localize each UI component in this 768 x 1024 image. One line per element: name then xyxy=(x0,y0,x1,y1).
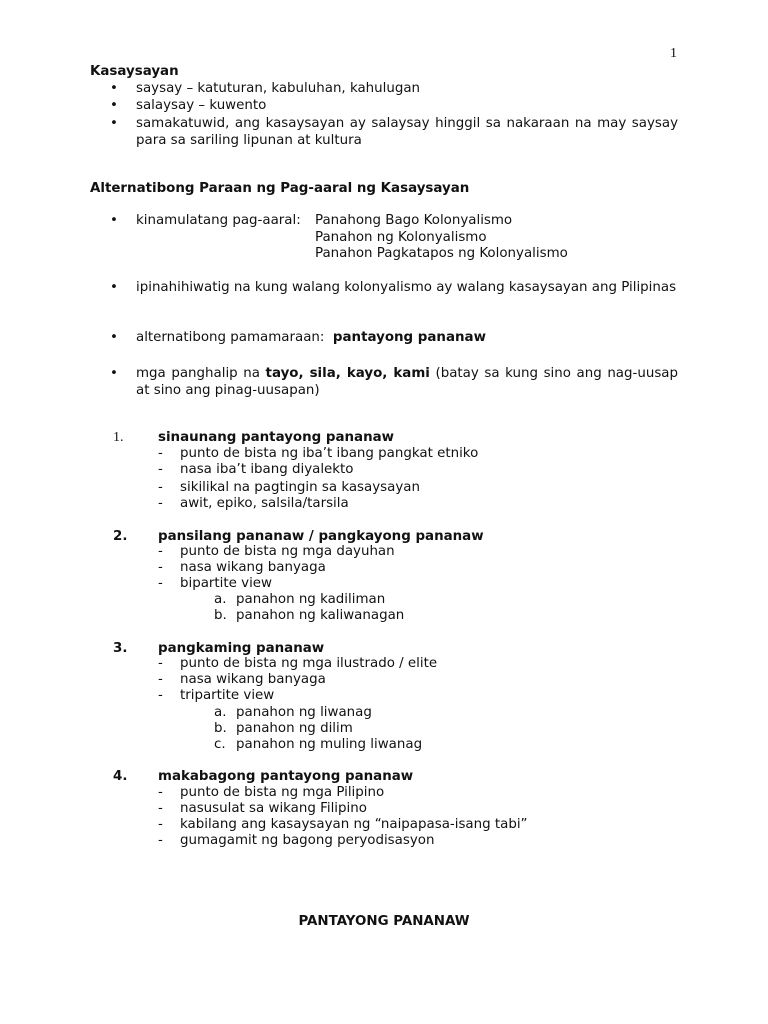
dash-icon: - xyxy=(158,446,163,461)
dash-icon: - xyxy=(158,833,163,848)
dash-icon: - xyxy=(158,656,163,671)
sub-list-letter: a. xyxy=(214,705,227,720)
kinamulatang-label: kinamulatang pag-aaral: xyxy=(136,213,301,228)
list-item-text: punto de bista ng mga Pilipino xyxy=(180,785,385,800)
kinamulatang-period: Panahon Pagkatapos ng Kolonyalismo xyxy=(315,246,568,261)
numbered-section-title: pangkaming pananaw xyxy=(158,641,325,656)
item-number: 2. xyxy=(113,529,128,544)
bullet-icon: • xyxy=(110,330,118,345)
dash-icon: - xyxy=(158,785,163,800)
list-item-text: gumagamit ng bagong peryodisasyon xyxy=(180,833,435,848)
alternatibo-label: alternatibong pamamaraan: xyxy=(136,330,325,345)
list-item-text: punto de bista ng mga ilustrado / elite xyxy=(180,656,438,671)
list-item-text: punto de bista ng mga dayuhan xyxy=(180,544,395,559)
sub-list-text: panahon ng liwanag xyxy=(236,705,372,720)
list-item-text: nasa wikang banyaga xyxy=(180,672,326,687)
bullet-icon: • xyxy=(110,280,118,295)
list-item-text: bipartite view xyxy=(180,576,272,591)
bullet-icon: • xyxy=(110,366,118,381)
sub-list-item xyxy=(214,592,385,608)
panghalip-post: (batay sa kung sino ang nag-uusap at sino ang pinag-uusapan) xyxy=(136,366,678,398)
dash-icon: - xyxy=(158,560,163,575)
list-item-text: salaysay – kuwento xyxy=(136,98,267,113)
kinamulatang-period: Panahon ng Kolonyalismo xyxy=(315,230,487,245)
sub-list-text: panahon ng dilim xyxy=(236,721,353,736)
bullet-icon: • xyxy=(110,81,118,96)
panghalip-pre: mga panghalip na xyxy=(136,366,260,381)
list-item-text: punto de bista ng iba’t ibang pangkat etniko xyxy=(180,446,479,461)
numbered-section-title: makabagong pantayong pananaw xyxy=(158,769,414,784)
alternatibo-value: pantayong pananaw xyxy=(332,330,486,345)
list-item-text xyxy=(136,365,678,399)
dash-icon: - xyxy=(158,576,163,591)
sub-list-item xyxy=(214,705,372,721)
footer-title: PANTAYONG PANANAW xyxy=(298,914,470,929)
item-number: 3. xyxy=(113,641,128,656)
sub-list-letter: b. xyxy=(214,721,227,736)
sub-list-item xyxy=(214,737,422,753)
list-item-text: ipinahihiwatig na kung walang kolonyalismo ay walang kasaysayan ang Pilipinas xyxy=(136,280,677,295)
sub-list-item xyxy=(214,721,353,737)
dash-icon: - xyxy=(158,544,163,559)
list-item-text: nasa iba’t ibang diyalekto xyxy=(180,462,354,477)
sub-list-letter: a. xyxy=(214,592,227,607)
list-item-text: nasa wikang banyaga xyxy=(180,560,326,575)
panghalip-bold: tayo, sila, kayo, kami xyxy=(265,366,430,381)
dash-icon: - xyxy=(158,817,163,832)
sub-list-text: panahon ng kadiliman xyxy=(236,592,386,607)
numbered-section-title: sinaunang pantayong pananaw xyxy=(158,430,395,445)
item-number: 4. xyxy=(113,769,128,784)
sub-list-item xyxy=(214,608,404,624)
bullet-icon: • xyxy=(110,98,118,113)
list-item-text: nasusulat sa wikang Filipino xyxy=(180,801,367,816)
list-item-text xyxy=(136,329,678,346)
sub-list-letter: b. xyxy=(214,608,227,623)
dash-icon: - xyxy=(158,801,163,816)
section-title-alternatibo: Alternatibong Paraan ng Pag-aaral ng Kasaysayan xyxy=(90,181,470,196)
bullet-icon: • xyxy=(110,213,118,228)
dash-icon: - xyxy=(158,496,163,511)
item-number: 1. xyxy=(113,430,124,445)
dash-icon: - xyxy=(158,688,163,703)
list-item-text: kabilang ang kasaysayan ng “naipapasa-isang tabi” xyxy=(180,817,528,832)
list-item-text: samakatuwid, ang kasaysayan ay salaysay hinggil sa nakaraan na may saysay para sa sariling lipunan at kultura xyxy=(136,116,678,148)
section-title-kasaysayan: Kasaysayan xyxy=(90,64,179,79)
dash-icon: - xyxy=(158,480,163,495)
bullet-icon: • xyxy=(110,116,118,131)
sub-list-text: panahon ng muling liwanag xyxy=(236,737,423,752)
sub-list-letter: c. xyxy=(214,737,226,752)
page-number: 1 xyxy=(670,46,677,61)
sub-list-text: panahon ng kaliwanagan xyxy=(236,608,405,623)
list-item-text: awit, epiko, salsila/tarsila xyxy=(180,496,349,511)
kinamulatang-period: Panahong Bago Kolonyalismo xyxy=(315,213,513,228)
list-item-text: sikilikal na pagtingin sa kasaysayan xyxy=(180,480,420,495)
dash-icon: - xyxy=(158,462,163,477)
dash-icon: - xyxy=(158,672,163,687)
list-item-text: saysay – katuturan, kabuluhan, kahulugan xyxy=(136,81,421,96)
list-item-text: tripartite view xyxy=(180,688,275,703)
numbered-section-title: pansilang pananaw / pangkayong pananaw xyxy=(158,529,484,544)
